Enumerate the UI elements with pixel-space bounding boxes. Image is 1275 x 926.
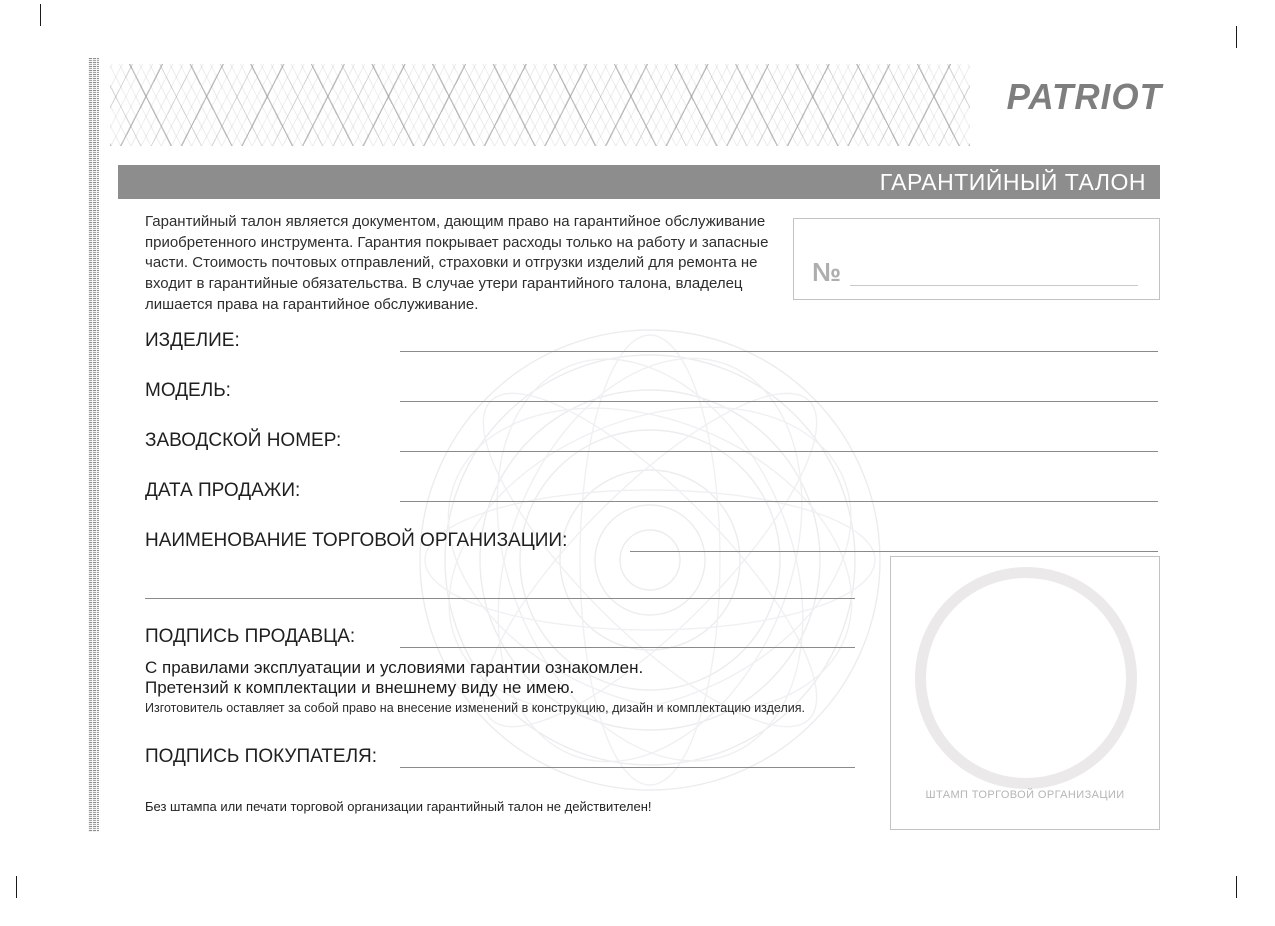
crop-mark (1236, 876, 1237, 898)
number-fill-line (850, 285, 1138, 286)
field-line-sale-date (400, 501, 1158, 502)
warranty-number-box (793, 218, 1160, 300)
page-title: ГАРАНТИЙНЫЙ ТАЛОН (879, 168, 1146, 195)
field-label-trade-organization: НАИМЕНОВАНИЕ ТОРГОВОЙ ОРГАНИЗАЦИИ: (145, 530, 568, 551)
field-label-sale-date: ДАТА ПРОДАЖИ: (145, 480, 301, 501)
field-label-product: ИЗДЕЛИЕ: (145, 330, 240, 351)
field-label-model: МОДЕЛЬ: (145, 380, 231, 401)
stamp-circle-placeholder (915, 567, 1137, 789)
number-label: № (812, 257, 841, 287)
field-line-model (400, 401, 1158, 402)
field-line-product (400, 351, 1158, 352)
crop-mark (40, 4, 41, 26)
field-line-buyer-signature (400, 767, 855, 768)
field-line-serial-number (400, 451, 1158, 452)
binding-texture-strip (88, 58, 99, 832)
stamp-required-note: Без штампа или печати торговой организации гарантийный талон не действителен! (145, 799, 652, 814)
crop-mark (1236, 26, 1237, 48)
stamp-box-label: ШТАМП ТОРГОВОЙ ОРГАНИЗАЦИИ (925, 789, 1125, 801)
field-line-trade-organization (630, 551, 1158, 552)
field-line-seller-signature (400, 647, 855, 648)
field-label-buyer-signature: ПОДПИСЬ ПОКУПАТЕЛЯ: (145, 746, 378, 767)
acknowledgement-line-2: Претензий к комплектации и внешнему виду не имею. (145, 678, 575, 697)
manufacturer-note: Изготовитель оставляет за собой право на внесение изменений в конструкцию, дизайн и комплектацию изделия. (145, 701, 805, 715)
brand-logo: PATRIOT (1006, 77, 1162, 118)
title-bar (118, 165, 1160, 199)
guilloche-band (110, 64, 970, 146)
guilloche-rosette-watermark (405, 325, 895, 805)
crop-mark (16, 876, 17, 898)
field-label-seller-signature: ПОДПИСЬ ПРОДАВЦА: (145, 626, 356, 647)
acknowledgement-line-1: С правилами эксплуатации и условиями гарантии ознакомлен. (145, 658, 644, 677)
field-line-trade-organization-continued (145, 598, 855, 599)
field-label-serial-number: ЗАВОДСКОЙ НОМЕР: (145, 430, 342, 451)
warranty-intro-text: Гарантийный талон является документом, дающим право на гарантийное обслуживание приобретенного инструмента. Гарантия покрывает расходы только на работу и запасные части. Стоимость почтовых отправлений, страховки и отгрузки изделий для ремонта не входит в гарантийные обязательства. В случае утери гарантийного талона, владелец лишается права на гарантийное обслуживание. (145, 213, 769, 313)
stamp-box (890, 556, 1160, 830)
